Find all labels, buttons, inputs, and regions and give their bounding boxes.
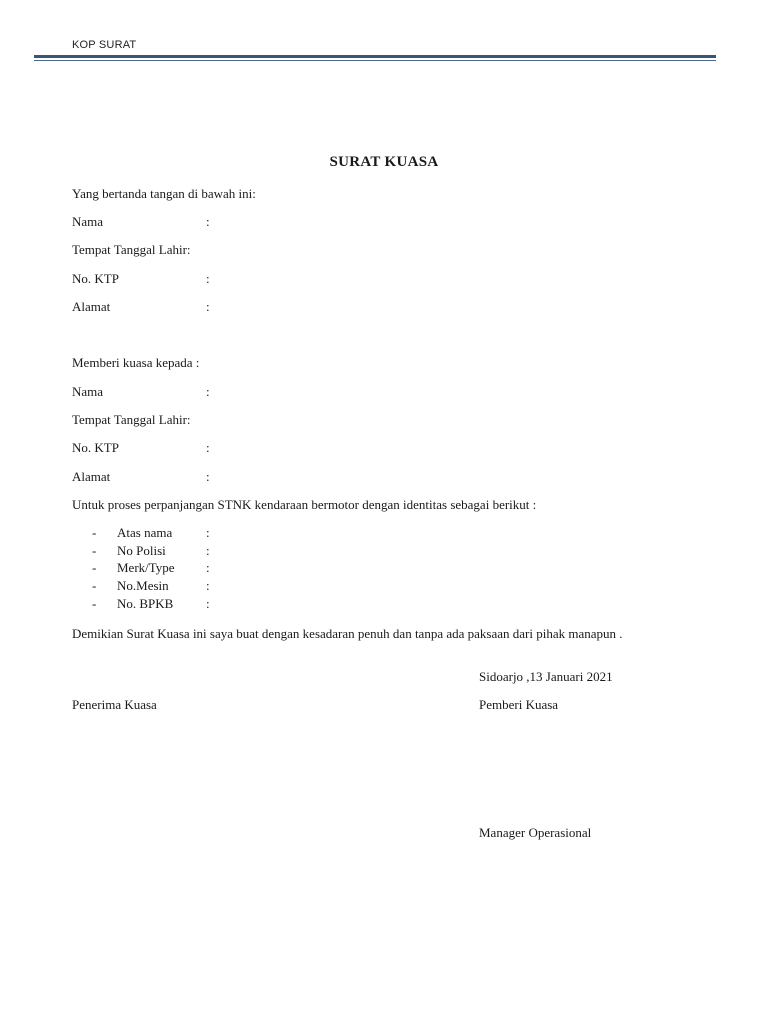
list-dash: -: [92, 525, 97, 540]
grant-intro-text: Memberi kuasa kepada :: [72, 355, 200, 370]
field-label: Alamat: [72, 469, 111, 484]
giver-label: Pemberi Kuasa: [479, 697, 559, 712]
field-label: Tempat Tanggal Lahir:: [72, 412, 191, 427]
list-dash: -: [92, 560, 97, 575]
field-label: Tempat Tanggal Lahir:: [72, 242, 191, 257]
list-item-label: No. BPKB: [117, 596, 174, 611]
field-separator: :: [206, 440, 210, 455]
field-label: Nama: [72, 214, 104, 229]
purpose-text: Untuk proses perpanjangan STNK kendaraan bermotor dengan identitas sebagai berikut :: [72, 497, 537, 512]
field-separator: :: [206, 469, 210, 484]
giver-position: Manager Operasional: [479, 825, 592, 840]
list-dash: -: [92, 543, 97, 558]
field-label: Alamat: [72, 299, 111, 314]
field-separator: :: [206, 214, 210, 229]
list-item-separator: :: [206, 596, 210, 611]
letterhead-rule-thin: [34, 60, 716, 61]
list-item-separator: :: [206, 543, 210, 558]
list-item-label: Merk/Type: [117, 560, 175, 575]
closing-paragraph: Demikian Surat Kuasa ini saya buat dengan kesadaran penuh dan tanpa ada paksaan dari pihak manapun .: [72, 626, 623, 641]
field-separator: :: [206, 299, 210, 314]
list-dash: -: [92, 578, 97, 593]
document-title: SURAT KUASA: [329, 154, 439, 170]
letterhead-rule-thick: [34, 55, 716, 58]
list-item-label: Atas nama: [117, 525, 173, 540]
intro-text: Yang bertanda tangan di bawah ini:: [72, 186, 256, 201]
field-separator: :: [206, 384, 210, 399]
letterhead-label: KOP SURAT: [72, 39, 137, 51]
letterhead-rule: [34, 55, 716, 62]
list-item-label: No Polisi: [117, 543, 166, 558]
field-separator: :: [206, 271, 210, 286]
list-item-separator: :: [206, 560, 210, 575]
field-label: No. KTP: [72, 271, 119, 286]
list-item-label: No.Mesin: [117, 578, 169, 593]
list-dash: -: [92, 596, 97, 611]
receiver-label: Penerima Kuasa: [72, 697, 157, 712]
field-label: Nama: [72, 384, 104, 399]
list-item-separator: :: [206, 525, 210, 540]
place-date: Sidoarjo ,13 Januari 2021: [479, 669, 613, 684]
field-label: No. KTP: [72, 440, 119, 455]
list-item-separator: :: [206, 578, 210, 593]
